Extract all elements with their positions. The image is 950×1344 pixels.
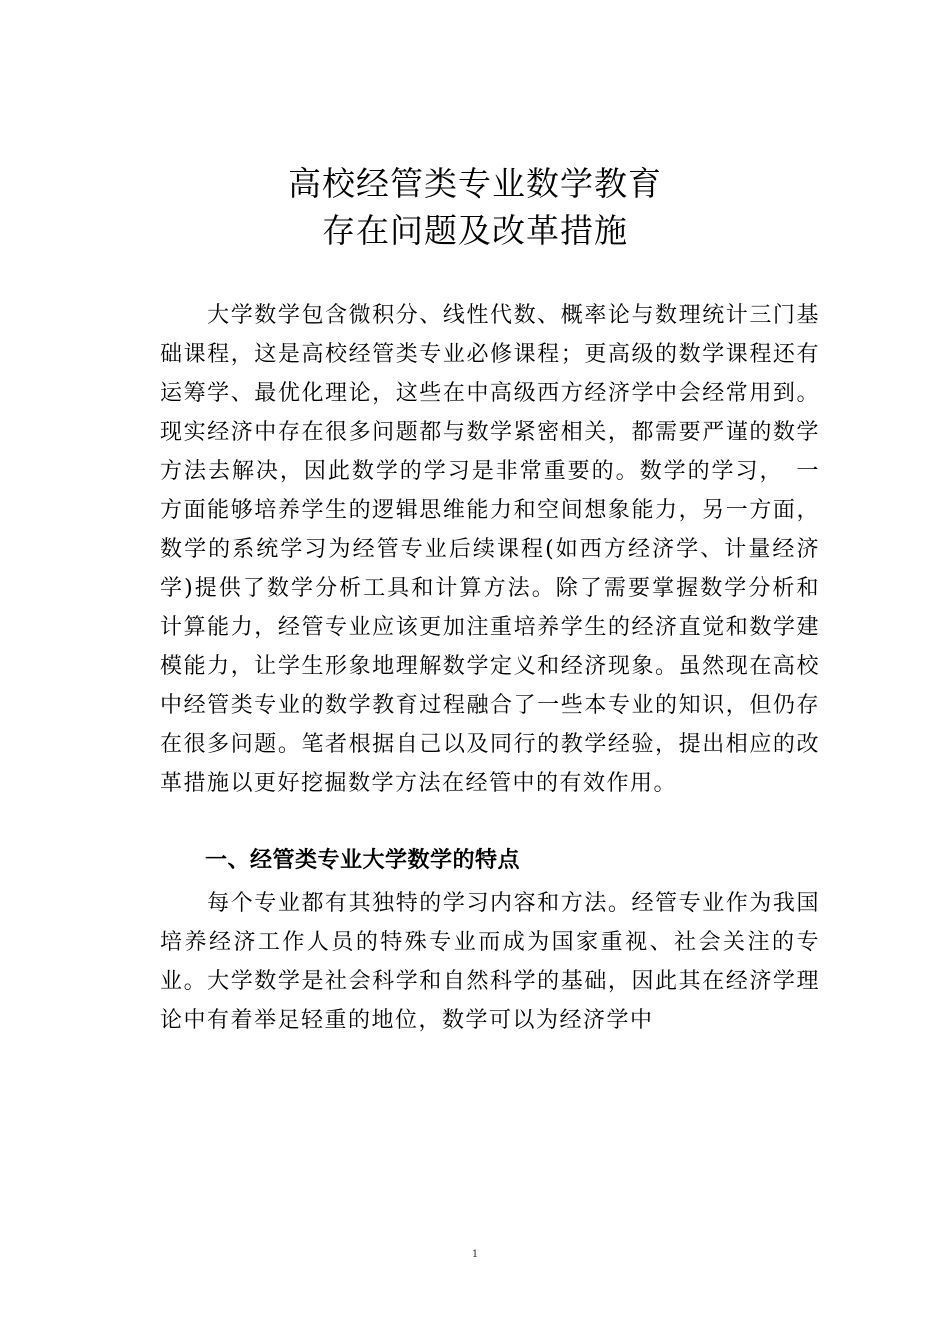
section-paragraph: 每个专业都有其独特的学习内容和方法。经管专业作为我国培养经济工作人员的特殊专业而成为国家重视、社会关注的专业。大学数学是社会科学和自然科学的基础，因此其在经济学理论中有着举足轻重的地位，数学可以为经济学中 bbox=[160, 891, 820, 1033]
page-number: 1 bbox=[471, 1249, 479, 1260]
document-title-line-1: 高校经管类专业数学教育 bbox=[288, 164, 662, 203]
intro-paragraph: 大学数学包含微积分、线性代数、概率论与数理统计三门基础课程，这是高校经管类专业必修课程；更高级的数学课程还有运筹学、最优化理论，这些在中高级西方经济学中会经常用到。现实经济中存在很多问题都与数学紧密相关，都需要严谨的数学方法去解决，因此数学的学习是非常重要的。数学的学习， 一方面能够培养学生的逻辑思维能力和空间想象能力，另一方面，数学的系统学习为经管专业后续课程(如西方经济学、计量经济学)提供了数学分析工具和计算方法。除了需要掌握数学分析和计算能力，经管专业应该更加注重培养学生的经济直觉和数学建模能力，让学生形象地理解数学定义和经济现象。虽然现在高校中经管类专业的数学教育过程融合了一些本专业的知识，但仍存在很多问题。笔者根据自己以及同行的教学经验，提出相应的改革措施以更好挖掘数学方法在经管中的有效作用。 bbox=[160, 303, 820, 796]
document-title-line-2: 存在问题及改革措施 bbox=[322, 211, 628, 250]
section-heading: 一、经管类专业大学数学的特点 bbox=[205, 848, 521, 873]
